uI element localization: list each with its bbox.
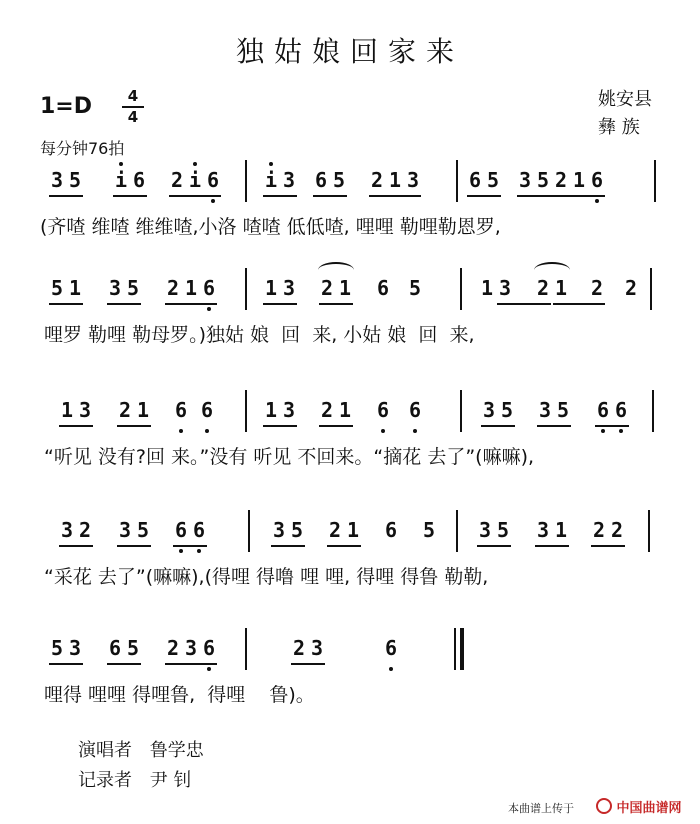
origin-ethnicity: 彝 族 [598,117,640,138]
jianpu-note: 6 [384,518,398,542]
jianpu-note: 5 [422,518,436,542]
jianpu-note: 2 [78,518,92,542]
low-octave-dot [179,429,183,433]
beam-underline [369,195,421,197]
jianpu-note: 3 [478,518,492,542]
jianpu-note: 3 [482,398,496,422]
bar-line [650,268,652,310]
jianpu-note: 1 [480,276,494,300]
low-octave-dot [207,307,211,311]
beam-underline [49,663,83,665]
low-octave-dot [619,429,623,433]
jianpu-note: 3 [282,276,296,300]
jianpu-note: 2 [554,168,568,192]
song-title: 独姑娘回家来 [235,35,464,68]
beam-underline [537,425,571,427]
low-octave-dot [211,199,215,203]
low-octave-dot [595,199,599,203]
jianpu-note: 6 [590,168,604,192]
key-signature: 1=D [40,94,93,119]
bar-line [245,160,247,202]
jianpu-note: i [188,168,202,192]
bar-line [460,390,462,432]
jianpu-note: 6 [468,168,482,192]
jianpu-note: 3 [282,168,296,192]
jianpu-note: 1 [60,398,74,422]
jianpu-note: 3 [272,518,286,542]
jianpu-note: 6 [174,398,188,422]
jianpu-note: 1 [572,168,586,192]
low-octave-dot [179,549,183,553]
bar-line [245,628,247,670]
beam-underline [49,195,83,197]
beam-underline [591,545,625,547]
bar-line [460,628,464,670]
jianpu-note: 6 [384,636,398,660]
lyric-line: (齐喳 维喳 维维喳,小洛 喳喳 低低喳, 哩哩 勒哩勒恩罗, [40,216,501,238]
origin-county: 姚安县 [598,89,652,110]
bar-line [454,628,456,670]
jianpu-note: 5 [536,168,550,192]
jianpu-note: 5 [500,398,514,422]
beam-underline [117,545,151,547]
jianpu-note: 2 [118,398,132,422]
jianpu-note: 3 [118,518,132,542]
lyric-line: 哩得 哩哩 得哩鲁, 得哩 鲁)。 [44,684,315,706]
beam-underline [173,545,207,547]
jianpu-note: 5 [556,398,570,422]
jianpu-note: 5 [408,276,422,300]
jianpu-note: 1 [338,398,352,422]
lyric-line: 哩罗 勒哩 勒母罗。)独姑 娘 回 来, 小姑 娘 回 来, [44,324,475,346]
beam-underline [497,303,551,305]
jianpu-note: 6 [596,398,610,422]
bar-line [248,510,250,552]
recorder-credit [78,766,191,792]
jianpu-note: 1 [554,276,568,300]
jianpu-note: 2 [624,276,638,300]
jianpu-note: 2 [610,518,624,542]
high-octave-dot [193,162,197,166]
jianpu-note: i [264,168,278,192]
beam-underline [59,545,93,547]
beam-underline [517,195,605,197]
jianpu-note: 3 [536,518,550,542]
beam-underline [595,425,629,427]
beam-underline [319,425,353,427]
jianpu-note: 3 [108,276,122,300]
bar-line [456,510,458,552]
recorder-name: 尹 钊 [149,770,192,791]
beam-underline [553,303,605,305]
beam-underline [481,425,515,427]
jianpu-note: 3 [518,168,532,192]
beam-underline [117,425,151,427]
low-octave-dot [381,429,385,433]
low-octave-dot [601,429,605,433]
beam-underline [467,195,501,197]
beam-underline [263,425,297,427]
jianpu-note: 5 [332,168,346,192]
jianpu-note: 6 [108,636,122,660]
jianpu-note: 6 [314,168,328,192]
low-octave-dot [197,549,201,553]
bar-line [456,160,458,202]
beam-underline [107,663,141,665]
singer-name: 鲁学忠 [149,740,204,761]
jianpu-note: 5 [50,276,64,300]
time-signature [122,88,144,126]
time-signature-top: 4 [127,87,139,105]
bar-line [245,268,247,310]
jianpu-note: 6 [174,518,188,542]
beam-underline [113,195,147,197]
singer-label: 演唱者 [78,740,132,761]
jianpu-note: 5 [136,518,150,542]
low-octave-dot [413,429,417,433]
beam-underline [263,195,297,197]
low-octave-dot [205,429,209,433]
jianpu-note: 3 [78,398,92,422]
beam-underline [165,303,217,305]
time-signature-bottom: 4 [127,108,139,126]
jianpu-note: 6 [132,168,146,192]
jianpu-note: 5 [496,518,510,542]
beam-underline [477,545,511,547]
recorder-label: 记录者 [78,770,132,791]
jianpu-note: 2 [590,276,604,300]
jianpu-note: 1 [136,398,150,422]
high-octave-dot [269,162,273,166]
song-origin [598,86,652,142]
slur-mark [318,262,354,278]
jianpu-note: 6 [376,276,390,300]
jianpu-note: 3 [538,398,552,422]
lyric-line: “采花 去了”(嘛嘛),(得哩 得噜 哩 哩, 得哩 得鲁 勒勒, [44,566,489,588]
site-logo-icon [596,798,612,814]
beam-underline [107,303,141,305]
jianpu-note: 6 [200,398,214,422]
beam-underline [319,303,353,305]
beam-underline [59,425,93,427]
jianpu-note: 3 [184,636,198,660]
bar-line [245,390,247,432]
jianpu-note: 6 [614,398,628,422]
jianpu-note: 3 [50,168,64,192]
beam-underline [271,545,305,547]
jianpu-note: 2 [320,398,334,422]
singer-credit [78,736,204,762]
jianpu-note: 3 [406,168,420,192]
beam-underline [165,663,217,665]
beam-underline [169,195,221,197]
jianpu-note: 5 [126,276,140,300]
jianpu-note: 3 [68,636,82,660]
jianpu-note: 3 [60,518,74,542]
jianpu-note: 5 [486,168,500,192]
bar-line [654,160,656,202]
jianpu-note: 3 [282,398,296,422]
jianpu-note: 1 [184,276,198,300]
jianpu-note: 1 [68,276,82,300]
jianpu-note: 2 [592,518,606,542]
jianpu-note: 1 [346,518,360,542]
jianpu-note: 5 [126,636,140,660]
jianpu-note: 2 [166,636,180,660]
jianpu-note: 2 [370,168,384,192]
site-logo-name: 中国曲谱网 [616,801,682,816]
beam-underline [263,303,297,305]
jianpu-note: 6 [202,636,216,660]
jianpu-note: 2 [328,518,342,542]
jianpu-note: 1 [264,276,278,300]
bar-line [460,268,462,310]
jianpu-note: 1 [338,276,352,300]
jianpu-note: 2 [536,276,550,300]
jianpu-note: 1 [554,518,568,542]
jianpu-note: 6 [192,518,206,542]
beam-underline [313,195,347,197]
jianpu-note: 3 [310,636,324,660]
jianpu-note: i [114,168,128,192]
high-octave-dot [119,162,123,166]
footer-note: 本曲谱上传于 [508,802,574,815]
beam-underline [291,663,325,665]
jianpu-note: 2 [320,276,334,300]
jianpu-note: 2 [292,636,306,660]
jianpu-note: 5 [50,636,64,660]
jianpu-note: 2 [166,276,180,300]
low-octave-dot [207,667,211,671]
low-octave-dot [389,667,393,671]
bar-line [648,510,650,552]
beam-underline [49,303,83,305]
beam-underline [535,545,569,547]
beam-underline [327,545,361,547]
slur-mark [534,262,570,278]
jianpu-note: 6 [376,398,390,422]
jianpu-note: 3 [498,276,512,300]
jianpu-note: 1 [264,398,278,422]
site-logo [596,797,682,816]
jianpu-note: 1 [388,168,402,192]
jianpu-note: 6 [206,168,220,192]
jianpu-note: 6 [408,398,422,422]
jianpu-note: 6 [202,276,216,300]
jianpu-note: 2 [170,168,184,192]
bar-line [652,390,654,432]
jianpu-note: 5 [290,518,304,542]
lyric-line: “听见 没有?回 来。”没有 听见 不回来。“摘花 去了”(嘛嘛), [44,446,535,468]
jianpu-note: 5 [68,168,82,192]
tempo-marking: 每分钟76拍 [40,139,125,158]
